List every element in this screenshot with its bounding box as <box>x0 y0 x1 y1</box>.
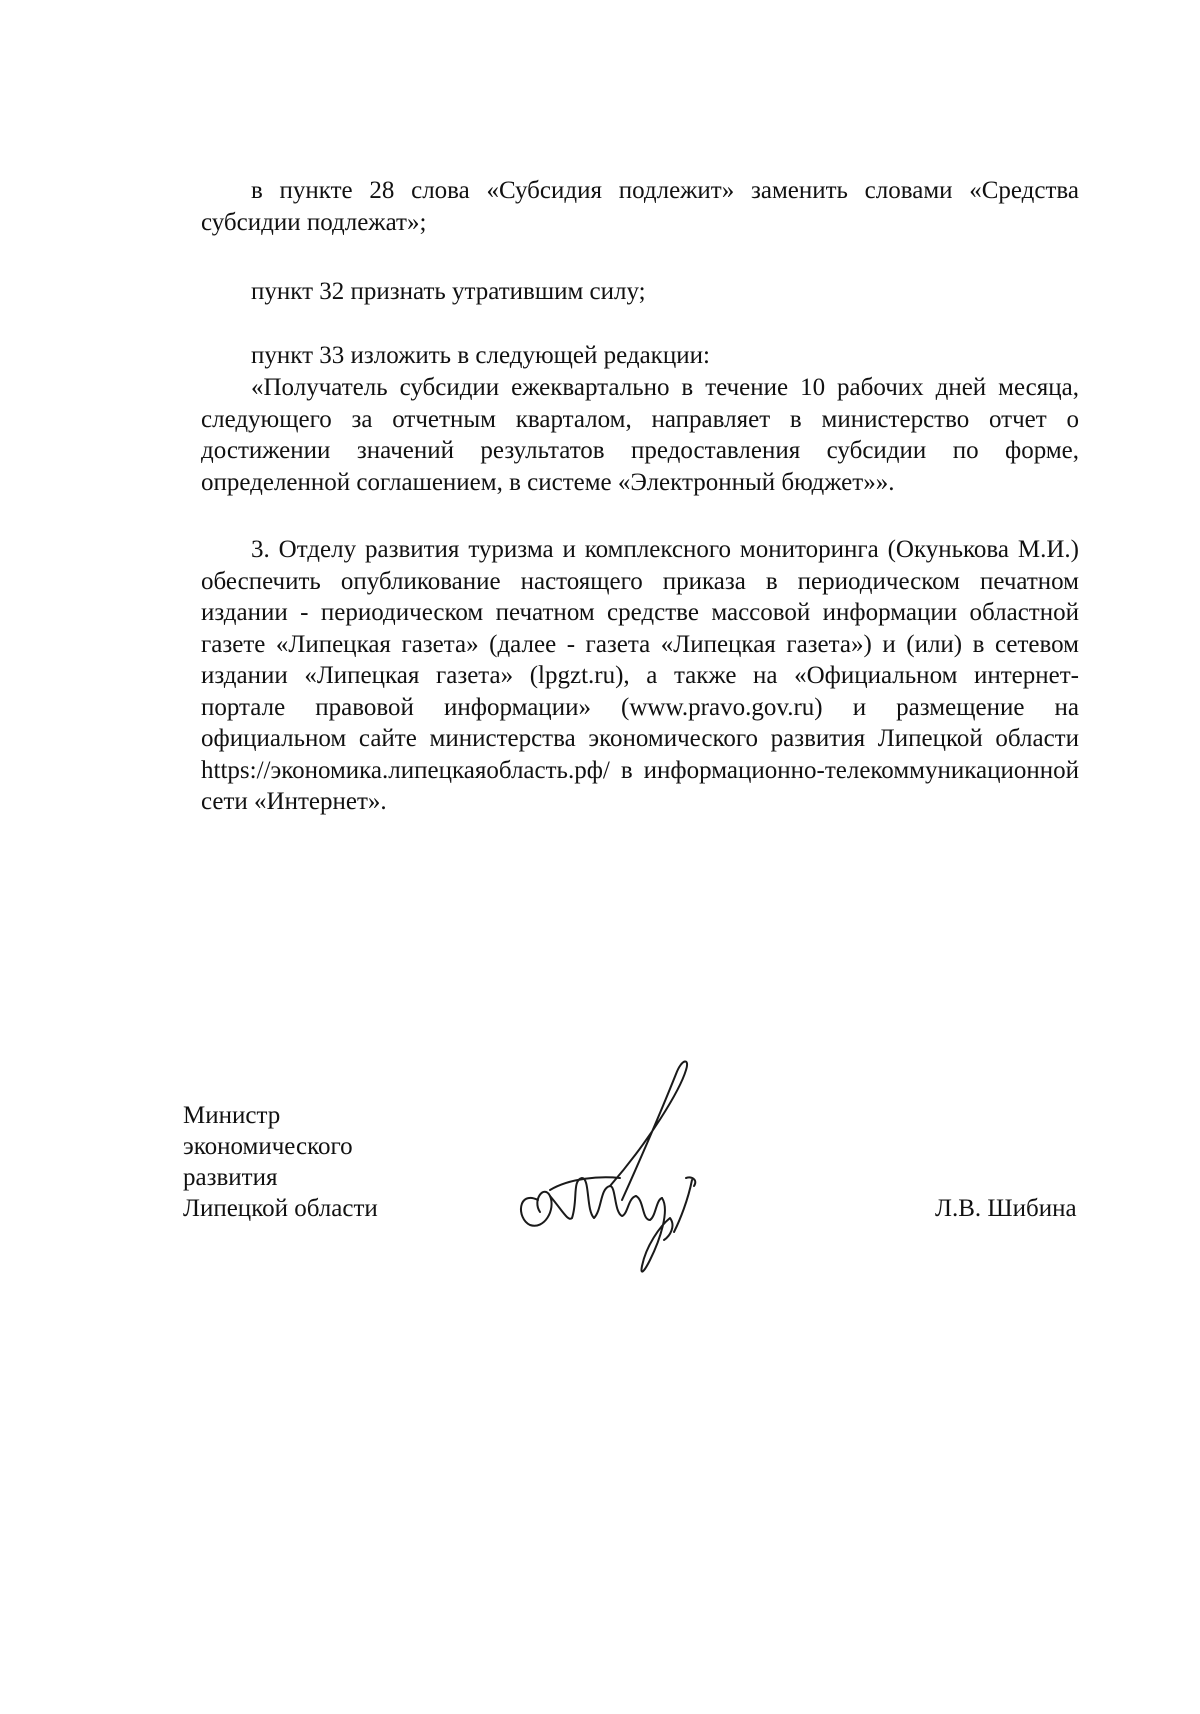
signatory-title-line: Министр <box>183 1102 281 1129</box>
signatory-title-line: Липецкой области <box>183 1195 378 1222</box>
handwritten-signature <box>510 1050 750 1280</box>
signatory-title-line: экономического <box>183 1133 353 1160</box>
signatory-title-line: развития <box>183 1164 278 1191</box>
paragraph-amendment-28: в пункте 28 слова «Субсидия подлежит» заменить словами «Средства субсидии подлежат»; <box>201 177 1079 236</box>
paragraph-amendment-33-intro: пункт 33 изложить в следующей редакции: <box>251 342 710 369</box>
paragraph-publication-order: 3. Отделу развития туризма и комплексного мониторинга (Окунькова М.И.) обеспечить опубликование настоящего приказа в периодическом печатном издании - периодическом печатном средстве массовой информации областной газете «Липецкая газета» (далее - газета «Липецкая газета») и (или) в сетевом издании «Липецкая газета» (lpgzt.ru), а также на «Официальном интернет-портале правовой информации» (www.pravo.gov.ru) и размещение на официальном сайте министерства экономического развития Липецкой области https://экономика.липецкаяобласть.рф/ в информационно-телекоммуникационной сети «Интернет». <box>201 536 1079 815</box>
signatory-title <box>183 1100 423 1224</box>
paragraph-amendment-33-text: «Получатель субсидии ежеквартально в течение 10 рабочих дней месяца, следующего за отчетным кварталом, направляет в министерство отчет о достижении значений результатов предоставления субсидии по форме, определенной соглашением, в системе «Электронный бюджет»». <box>201 374 1079 496</box>
signatory-name: Л.В. Шибина <box>935 1195 1077 1222</box>
paragraph-amendment-32: пункт 32 признать утратившим силу; <box>251 278 646 305</box>
